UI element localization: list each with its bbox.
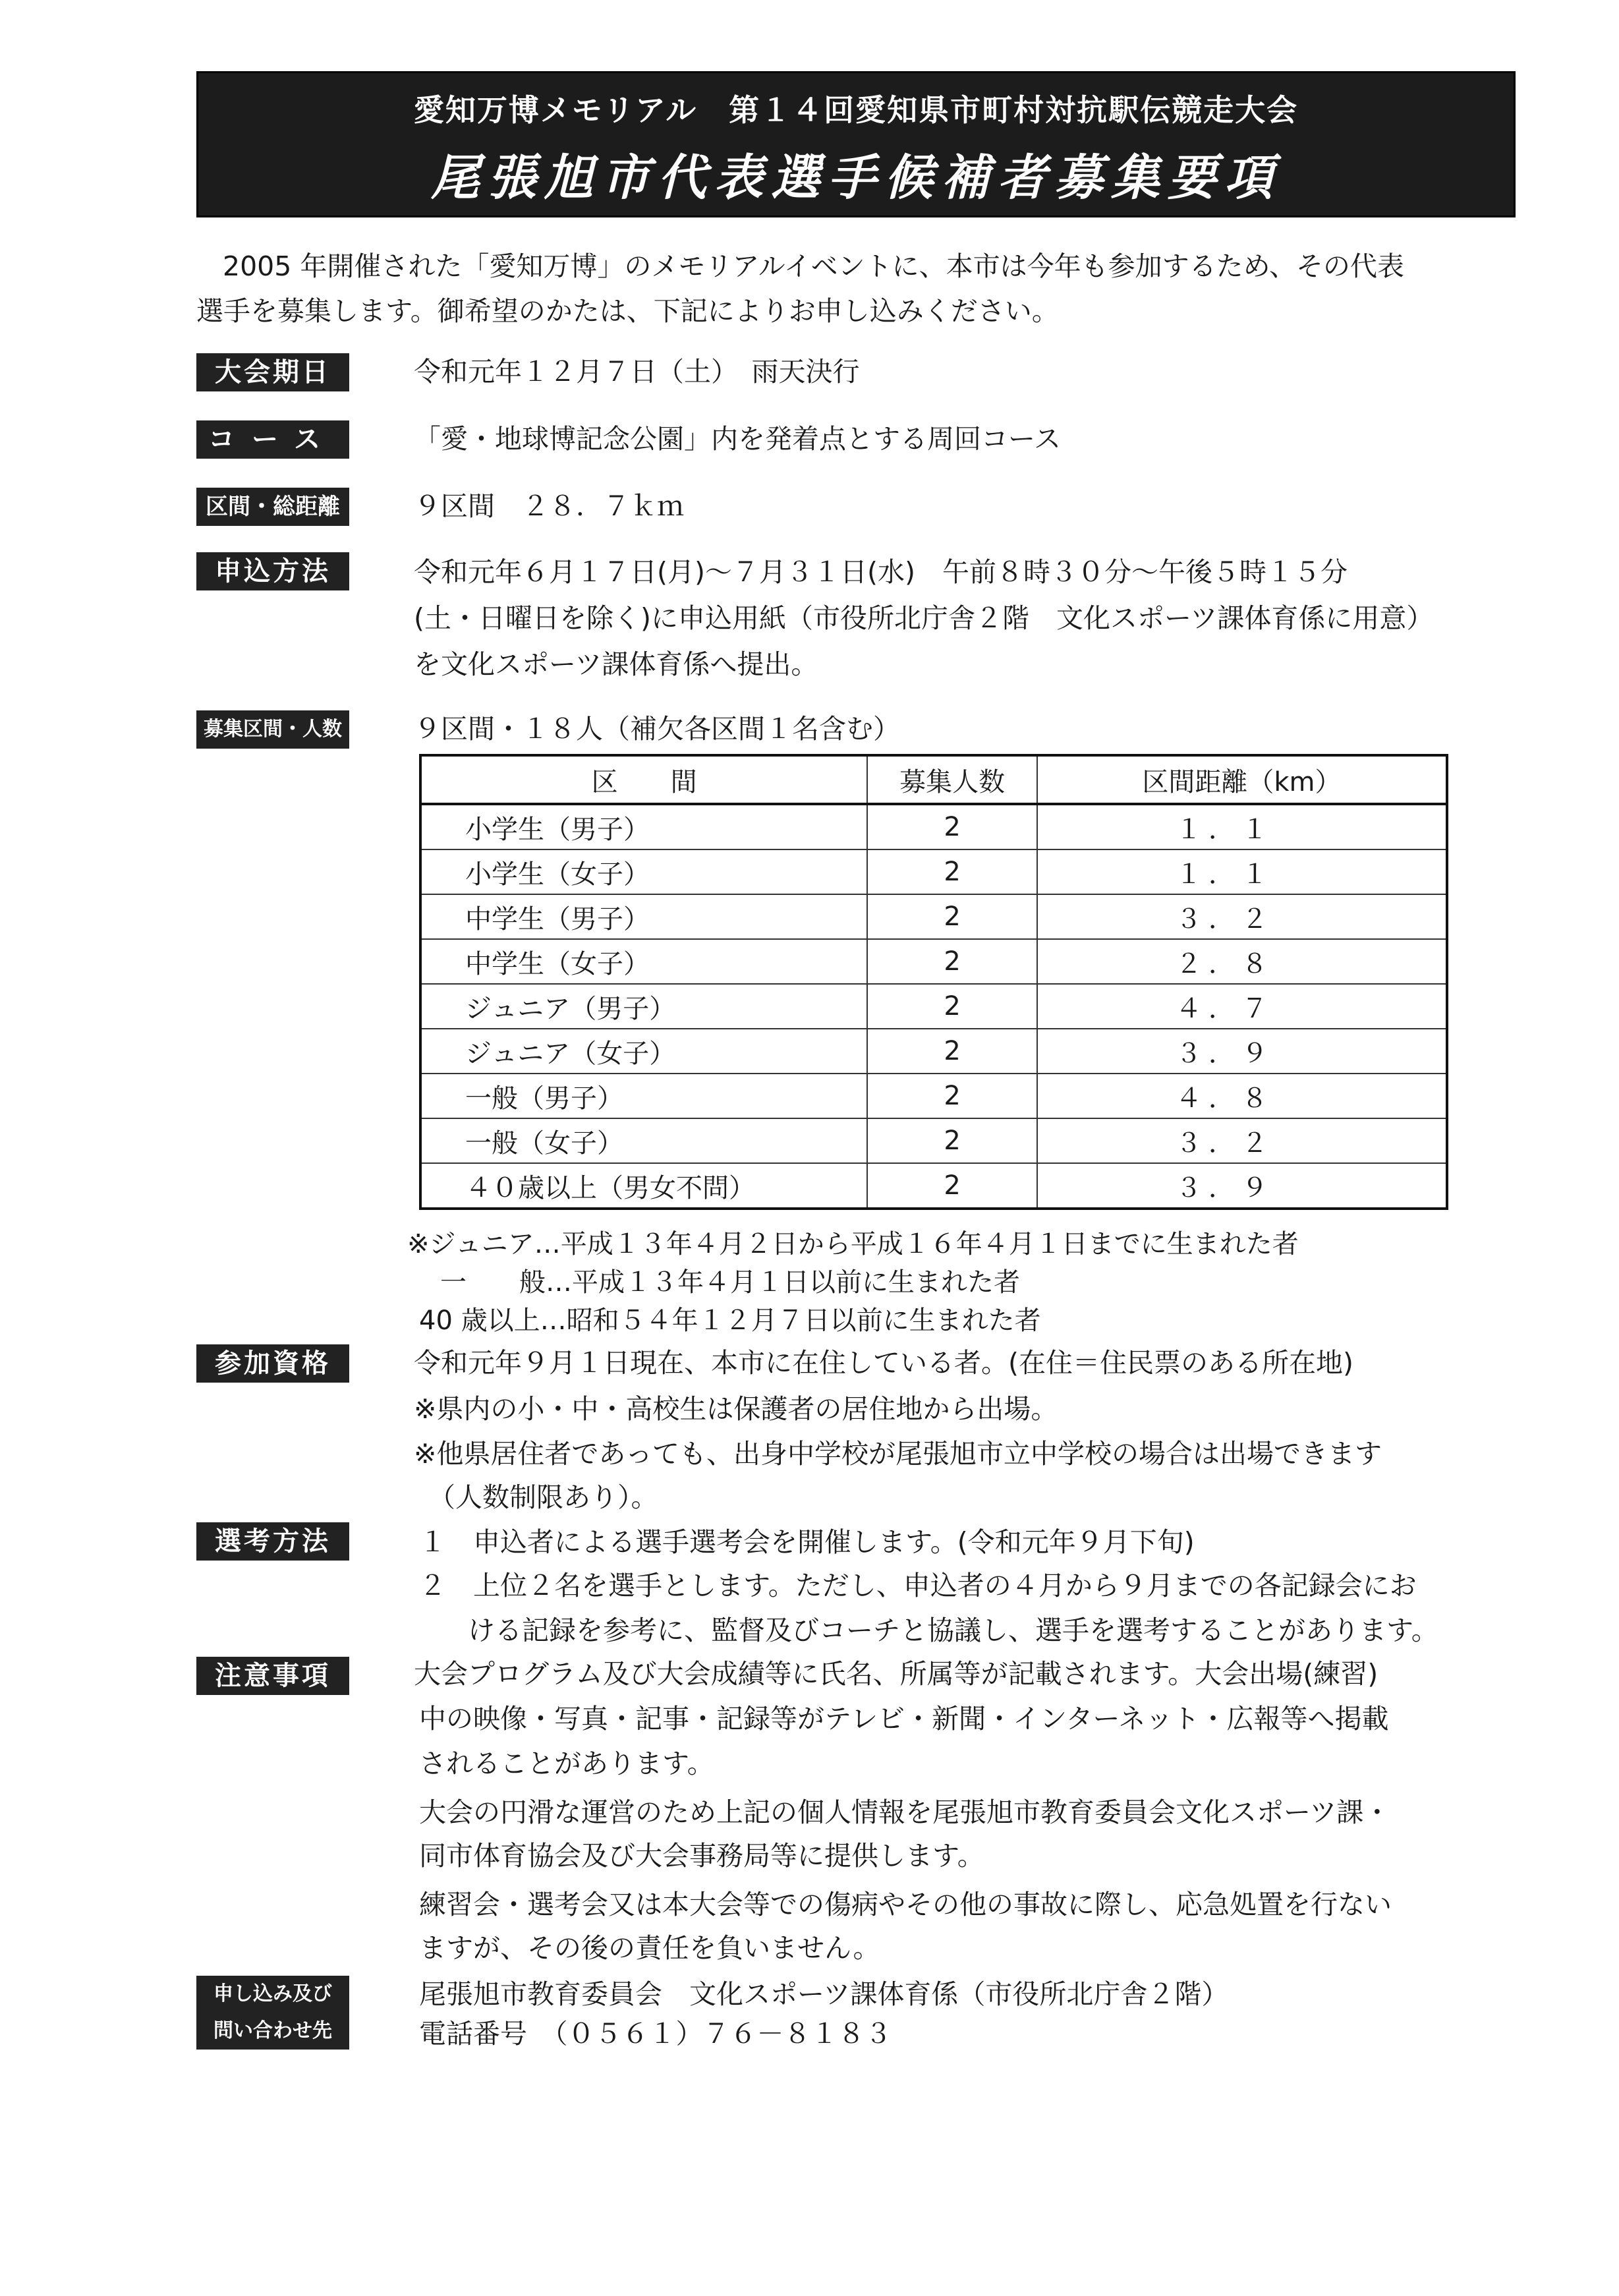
cell-section: 小学生（男子）	[420, 804, 867, 849]
table-row	[420, 1029, 1447, 1074]
cell-distance: ３．９	[1037, 1029, 1447, 1074]
contact-line-1: 尾張旭市教育委員会 文化スポーツ課体育係（市役所北庁舎２階）	[419, 1978, 1229, 2010]
cell-distance: ２．８	[1037, 939, 1447, 984]
selection-line-1: １ 申込者による選手選考会を開催します。(令和元年９月下旬)	[419, 1526, 1195, 1558]
table-row	[420, 1074, 1447, 1118]
cell-section: 中学生（女子）	[420, 939, 867, 984]
cell-section: 一般（男子）	[420, 1074, 867, 1118]
section-table	[419, 754, 1448, 1210]
cell-section: ジュニア（女子）	[420, 1029, 867, 1074]
cell-distance: ４．８	[1037, 1074, 1447, 1118]
table-row	[420, 984, 1447, 1029]
table-row	[420, 894, 1447, 939]
footnote-general: 一 般…平成１３年４月１日以前に生まれた者	[440, 1267, 1020, 1298]
cell-section: 小学生（女子）	[420, 849, 867, 894]
notes-line-2: 中の映像・写真・記事・記録等がテレビ・新聞・インターネット・広報等へ掲載	[419, 1703, 1389, 1735]
cell-count: 2	[867, 984, 1037, 1029]
label-contact-2: 問い合わせ先	[196, 2013, 349, 2050]
notes-line-6: 練習会・選考会又は本大会等での傷病やその他の事故に際し、応急処置を行ない	[419, 1889, 1392, 1920]
label-distance: 区間・総距離	[196, 488, 349, 526]
selection-line-3: ける記録を参考に、監督及びコーチと協議し、選手を選考することがあります。	[468, 1615, 1438, 1646]
cell-distance: １．１	[1037, 804, 1447, 849]
contact-line-2: 電話番号 （０５６１）７６－８１８３	[419, 2018, 892, 2050]
notes-line-1: 大会プログラム及び大会成績等に氏名、所属等が記載されます。大会出場(練習)	[414, 1658, 1378, 1690]
cell-count: 2	[867, 804, 1037, 849]
cell-count: 2	[867, 1074, 1037, 1118]
col-header-distance: 区間距離（km）	[1037, 755, 1447, 804]
label-selection: 選考方法	[196, 1522, 349, 1561]
label-recruit: 募集区間・人数	[196, 710, 349, 749]
footnote-over40: 40 歳以上…昭和５４年１２月７日以前に生まれた者	[419, 1306, 1041, 1336]
cell-distance: ３．２	[1037, 1118, 1447, 1163]
cell-count: 2	[867, 1118, 1037, 1163]
eligibility-line-4: （人数制限あり）。	[428, 1481, 658, 1513]
cell-distance: ３．９	[1037, 1163, 1447, 1209]
label-contact-1: 申し込み及び	[196, 1976, 349, 2013]
cell-section: ジュニア（男子）	[420, 984, 867, 1029]
notes-line-5: 同市体育協会及び大会事務局等に提供します。	[419, 1840, 984, 1872]
header-banner	[196, 71, 1516, 217]
cell-count: 2	[867, 1163, 1037, 1209]
apply-line-2: (土・日曜日を除く)に申込用紙（市役所北庁舎２階 文化スポーツ課体育係に用意）	[414, 602, 1434, 634]
label-eligibility: 参加資格	[196, 1344, 349, 1383]
notes-line-3: されることがあります。	[419, 1748, 714, 1779]
table-row	[420, 939, 1447, 984]
eligibility-line-1: 令和元年９月１日現在、本市に在住している者。(在住＝住民票のある所在地)	[414, 1347, 1353, 1379]
intro-line-1: 2005 年開催された「愛知万博」のメモリアルイベントに、本市は今年も参加するため、その代表	[223, 250, 1405, 282]
eligibility-line-3: ※他県居住者であっても、出身中学校が尾張旭市立中学校の場合は出場できます	[414, 1438, 1382, 1470]
notes-line-7: ますが、その後の責任を負いません。	[419, 1932, 880, 1964]
footnote-junior: ※ジュニア…平成１３年４月２日から平成１６年４月１日までに生まれた者	[407, 1229, 1299, 1259]
cell-count: 2	[867, 894, 1037, 939]
cell-distance: ３．２	[1037, 894, 1447, 939]
apply-line-3: を文化スポーツ課体育係へ提出。	[414, 648, 818, 680]
col-header-count: 募集人数	[867, 755, 1037, 804]
cell-count: 2	[867, 1029, 1037, 1074]
label-notes: 注意事項	[196, 1657, 349, 1695]
label-apply: 申込方法	[196, 552, 349, 590]
selection-line-2: ２ 上位２名を選手とします。ただし、申込者の４月から９月までの各記録会にお	[419, 1570, 1417, 1601]
intro-line-2: 選手を募集します。御希望のかたは、下記によりお申し込みください。	[196, 295, 1059, 327]
cell-distance: １．１	[1037, 849, 1447, 894]
table-row	[420, 1118, 1447, 1163]
cell-count: 2	[867, 849, 1037, 894]
label-date: 大会期日	[196, 353, 349, 391]
value-date: 令和元年１２月７日（土） 雨天決行	[414, 356, 860, 387]
label-course: コース	[196, 420, 349, 459]
document-title: 尾張旭市代表選手候補者募集要項	[431, 150, 1281, 206]
table-row	[420, 804, 1447, 849]
col-header-section: 区 間	[420, 755, 867, 804]
cell-section: 一般（女子）	[420, 1118, 867, 1163]
cell-section: 中学生（男子）	[420, 894, 867, 939]
table-row	[420, 849, 1447, 894]
value-distance: ９区間 ２８．７ｋｍ	[414, 490, 684, 522]
eligibility-line-2: ※県内の小・中・高校生は保護者の居住地から出場。	[414, 1393, 1058, 1425]
apply-line-1: 令和元年６月１７日(月)～７月３１日(水) 午前８時３０分～午後５時１５分	[414, 556, 1348, 588]
table-row	[420, 1163, 1447, 1209]
notes-line-4: 大会の円滑な運営のため上記の個人情報を尾張旭市教育委員会文化スポーツ課・	[419, 1796, 1391, 1828]
value-recruit: ９区間・１８人（補欠各区間１名含む）	[414, 713, 900, 745]
cell-count: 2	[867, 939, 1037, 984]
event-title: 愛知万博メモリアル 第１４回愛知県市町村対抗駅伝競走大会	[413, 92, 1299, 128]
table-header-row	[420, 755, 1447, 804]
cell-distance: ４．７	[1037, 984, 1447, 1029]
value-course: 「愛・地球博記念公園」内を発着点とする周回コース	[414, 423, 1061, 455]
cell-section: ４０歳以上（男女不問）	[420, 1163, 867, 1209]
